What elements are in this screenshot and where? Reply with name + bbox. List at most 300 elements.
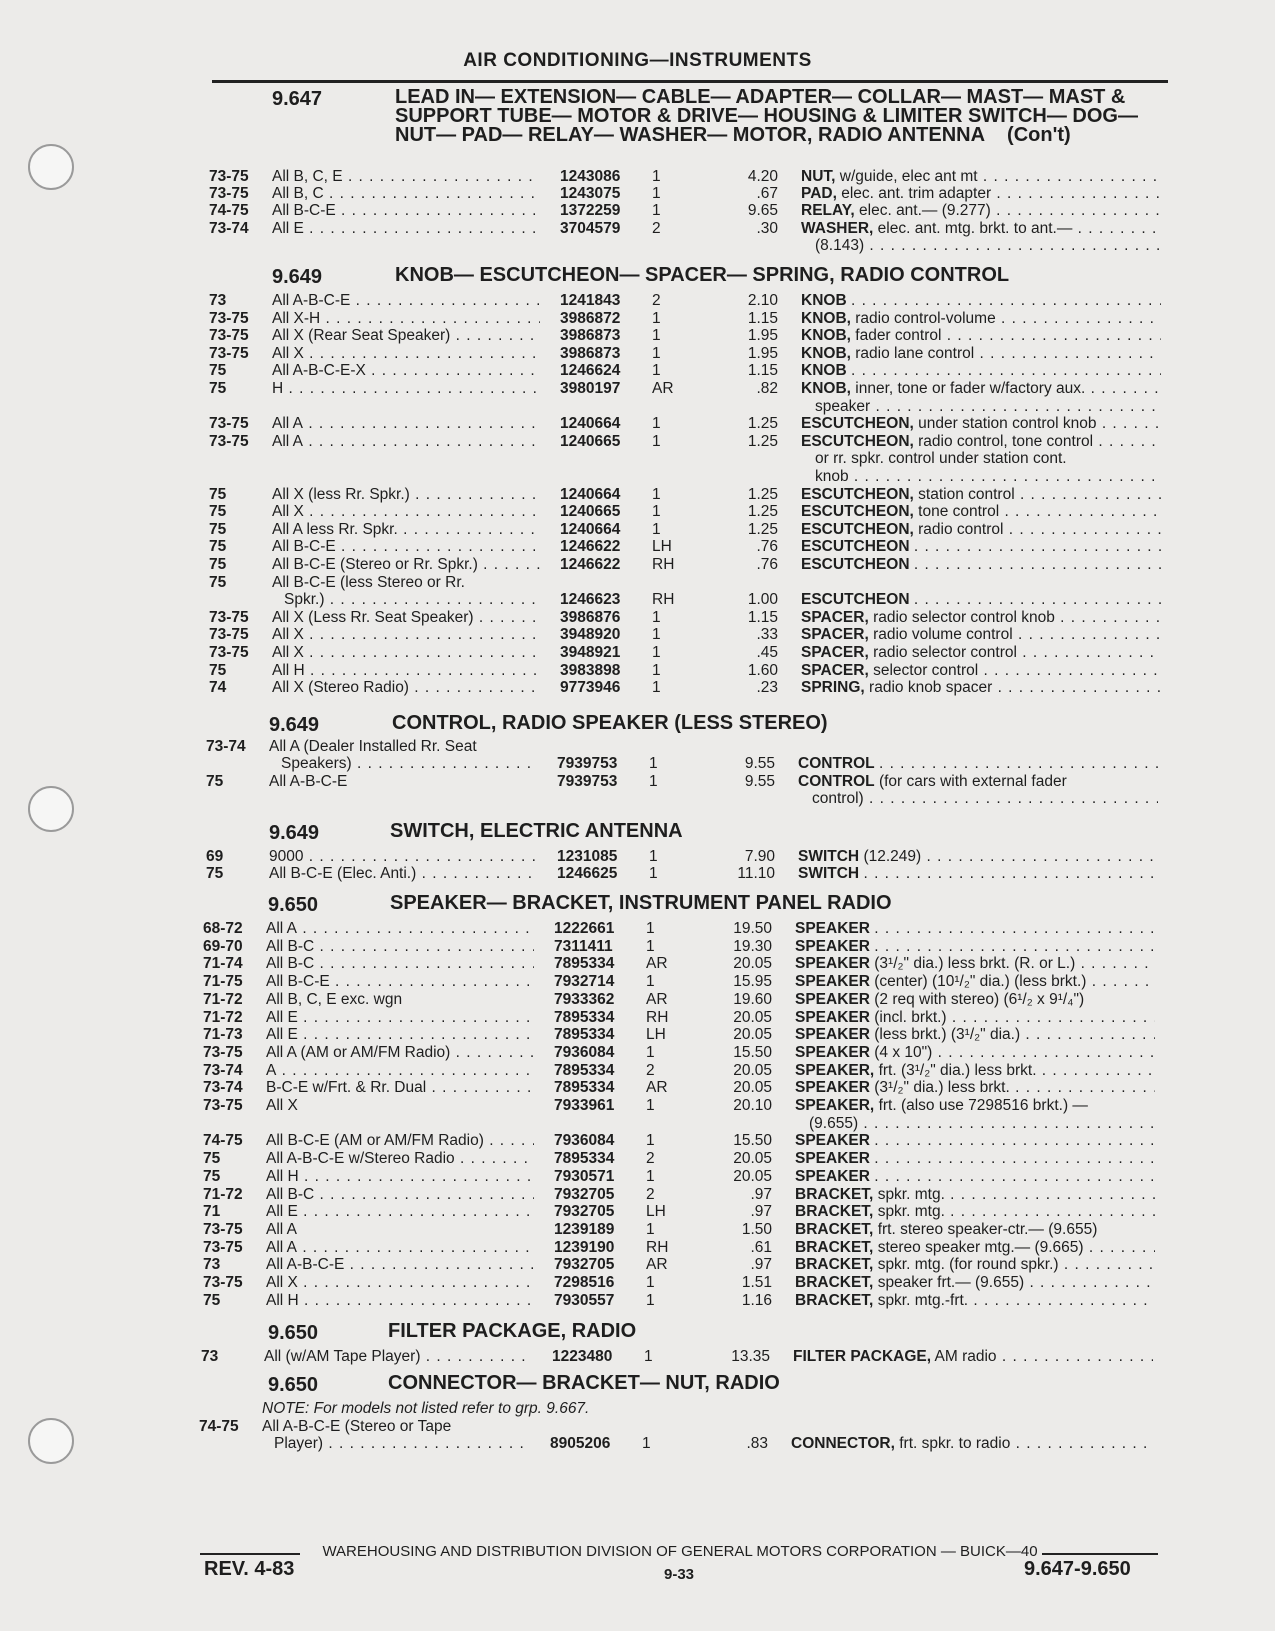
quantity: 1 [646,973,655,991]
part-description [795,1062,1155,1080]
model-years: 75 [209,485,227,503]
part-number: 1222661 [554,920,615,937]
model-applicability [272,433,540,451]
part-detail: (incl. brkt.) [874,1008,947,1026]
part-description [801,679,1161,697]
part-row [0,609,1275,627]
model-applicability [266,1079,534,1097]
part-name: BRACKET, [795,1256,874,1274]
model-text: All A-B-C-E w/Stereo Radio [266,1150,455,1168]
model-years: 73-75 [203,1097,243,1114]
model-text: All B-C [266,937,315,955]
part-description [795,1221,1155,1239]
model-applicability [266,1203,534,1221]
part-detail: under station control knob [918,415,1097,433]
part-name: SWITCH [798,865,860,883]
part-detail: elec. ant. mtg. brkt. to ant.— [877,219,1073,237]
model-applicability [266,955,534,973]
part-number: 1372259 [560,202,621,220]
part-detail: radio lane control [855,344,975,362]
part-name: SPEAKER [795,1167,870,1185]
quantity: 2 [652,292,661,309]
model-applicability [272,362,540,380]
quantity: 1 [652,485,661,503]
part-detail: (9.655) [809,1114,859,1132]
part-number: 7932705 [554,1203,615,1221]
part-name: ESCUTCHEON, [801,520,914,538]
quantity: 1 [652,626,661,644]
model-applicability [266,1221,534,1239]
part-row [0,1256,1269,1274]
model-applicability [269,773,537,791]
part-description [791,1435,1151,1453]
part-number: 1246622 [560,538,621,556]
part-number: 1239190 [554,1238,615,1256]
part-number: 1243086 [560,168,621,185]
quantity: LH [652,538,672,556]
part-row [0,1203,1269,1221]
part-detail: selector control [873,661,979,679]
part-row [0,1418,1265,1436]
model-applicability [269,738,537,756]
quantity: RH [646,1238,669,1256]
quantity: LH [646,1026,666,1044]
model-text: All X [272,644,304,661]
part-description [801,292,1161,310]
group-number: 9.649 [269,822,320,844]
part-row [0,202,1275,220]
part-detail: (12.249) [863,848,922,865]
quantity: 1 [646,1097,655,1114]
part-number: 7932705 [554,1185,615,1203]
part-name: CONTROL [798,755,875,773]
part-description [795,991,1155,1009]
model-applicability [272,168,540,186]
part-name: SPEAKER [795,990,870,1008]
model-text: All H [266,1291,299,1309]
part-description [801,626,1161,644]
model-text: All X (Less Rr. Seat Speaker) [272,608,474,626]
part-description [801,644,1161,662]
part-description [815,450,1161,468]
part-row [0,362,1275,380]
model-applicability [274,1435,530,1453]
part-description [801,591,1161,609]
part-row [0,1062,1269,1080]
part-row [0,679,1275,697]
group-title-text: FILTER PACKAGE, RADIO [388,1320,637,1342]
model-applicability [272,679,540,697]
part-row [0,1274,1269,1292]
price: 1.25 [747,503,778,521]
part-detail: (3¹/₂" dia.) less brkt. [874,1079,1010,1097]
part-name: ESCUTCHEON, [801,503,914,521]
price: .97 [750,1185,772,1203]
quantity: 1 [644,1348,653,1365]
part-detail: frt. stereo speaker-ctr.— (9.655) [877,1220,1098,1238]
model-text: All B, C [272,185,324,203]
part-row [0,773,1272,791]
part-detail: knob [815,468,849,485]
part-name: ESCUTCHEON, [801,485,914,503]
price: 15.95 [733,973,772,991]
model-applicability [266,1239,534,1257]
model-text: All A [272,432,304,450]
model-years: 69 [206,848,224,865]
part-row [0,237,1275,255]
model-applicability [272,380,540,398]
part-name: SPACER, [801,608,869,626]
part-detail: w/guide, elec ant mt [839,168,978,185]
quantity: 1 [646,1043,655,1061]
part-row [0,486,1275,504]
part-description [795,1292,1155,1310]
model-years: 71 [203,1203,221,1221]
part-number: 1240665 [560,503,621,521]
quantity: 1 [649,772,658,790]
group-number: 9.649 [272,266,323,288]
quantity: 1 [652,327,661,345]
part-description [801,168,1161,186]
group-title-text: SPEAKER— BRACKET, INSTRUMENT PANEL RADIO [390,892,892,914]
part-description [801,380,1161,398]
model-applicability [272,345,540,363]
part-row [0,380,1275,398]
model-years: 75 [203,1291,221,1309]
part-name: BRACKET, [795,1220,874,1238]
part-row [0,1044,1269,1062]
model-text: H [272,380,284,397]
part-name: KNOB, [801,327,851,345]
model-text: B-C-E w/Frt. & Rr. Dual [266,1079,427,1097]
model-years: 73-75 [209,185,249,203]
model-applicability [284,591,540,609]
part-number: 7932705 [554,1256,615,1274]
part-number: 3983898 [560,661,621,679]
part-description [801,662,1161,680]
model-years: 75 [206,772,224,790]
price: .83 [746,1435,768,1453]
part-detail: (3¹/₂" dia.) less brkt. (R. or L.) [874,955,1076,973]
model-text: All E [272,219,304,237]
part-row [0,398,1275,416]
quantity: 2 [646,1185,655,1203]
part-name: BRACKET, [795,1238,874,1256]
quantity: 1 [649,865,658,883]
group-note: NOTE: For models not listed refer to grp. 9.667. [262,1400,590,1417]
quantity: 1 [652,679,661,697]
model-years: 75 [209,520,227,538]
part-description [801,609,1161,627]
quantity: 1 [646,1274,655,1291]
price: 9.55 [744,755,775,773]
part-name: SPACER, [801,626,869,644]
price: 20.05 [733,1026,772,1044]
group-number: 9.649 [269,714,320,736]
price: 13.35 [731,1348,770,1365]
group-title [390,894,1140,913]
model-applicability [272,415,540,433]
part-number: 7895334 [554,1008,615,1026]
footer-group-range: 9.647-9.650 [1024,1558,1131,1580]
part-row [0,292,1275,310]
part-row [0,185,1275,203]
quantity: 1 [652,309,661,327]
model-text: Player) [274,1435,324,1453]
model-years: 73-74 [203,1061,243,1079]
part-number: 7936084 [554,1132,615,1150]
part-number: 1239189 [554,1220,615,1238]
quantity: RH [652,591,675,609]
price: 1.25 [747,432,778,450]
part-row [0,1115,1269,1133]
part-description [798,848,1158,866]
model-text: All A [266,920,298,937]
part-detail: spkr. mtg. (for round spkr.) [877,1256,1059,1274]
part-number: 3948921 [560,644,621,661]
quantity: AR [646,990,668,1008]
part-row [0,1150,1269,1168]
quantity: 2 [646,1061,655,1079]
part-number: 1240664 [560,520,621,538]
part-row [0,1435,1265,1453]
part-row [0,310,1275,328]
part-detail: elec. ant.— (9.277) [859,202,991,220]
price: .23 [756,679,778,697]
part-row [0,1097,1269,1115]
part-detail: spkr. mtg.-frt. [877,1291,969,1309]
part-description [795,920,1155,938]
part-row [0,450,1275,468]
model-applicability [272,609,540,627]
model-years: 73-74 [203,1079,243,1097]
part-number: 3948920 [560,626,621,644]
model-text: All H [266,1167,299,1185]
quantity: 2 [652,219,661,237]
part-number: 7311411 [554,937,613,955]
price: .61 [750,1238,772,1256]
model-years: 71-72 [203,1008,243,1026]
price: .76 [756,538,778,556]
model-applicability [266,1274,534,1292]
part-number: 3986873 [560,344,621,362]
group-title [395,88,1145,145]
model-text: All B-C-E (Elec. Anti.) [269,865,417,883]
part-description [795,1150,1155,1168]
part-row [0,1239,1269,1257]
model-text: All A-B-C-E [266,1256,345,1274]
part-detail: radio volume control [873,626,1013,644]
price: 19.50 [733,920,772,937]
part-name: ESCUTCHEON [801,538,910,556]
part-name: RELAY, [801,202,855,220]
part-name: KNOB, [801,344,851,362]
model-years: 68-72 [203,920,243,937]
part-row [0,662,1275,680]
model-applicability [269,865,537,883]
model-years: 73-75 [203,1238,243,1256]
model-years: 71-75 [203,973,243,991]
model-text: All X (Stereo Radio) [272,679,409,697]
quantity: AR [646,1256,668,1274]
model-years: 73-75 [209,168,249,185]
part-name: NUT, [801,168,836,185]
model-years: 74 [209,679,227,697]
part-description [801,310,1161,328]
part-row [0,327,1275,345]
model-applicability [262,1418,530,1436]
part-description [798,865,1158,883]
footer-revision: REV. 4-83 [204,1558,295,1580]
model-text: All X [272,626,304,644]
part-detail: frt. (3¹/₂" dia.) less brkt. [878,1061,1037,1079]
quantity: 1 [652,344,661,362]
price: 11.10 [737,865,775,883]
model-applicability [272,521,540,539]
part-row [0,415,1275,433]
model-text: All E [266,1203,298,1221]
quantity: 2 [646,1150,655,1168]
part-name: BRACKET, [795,1185,874,1203]
price: .67 [756,185,778,203]
part-name: PAD, [801,185,837,203]
model-text: All X (less Rr. Spkr.) [272,485,410,503]
part-name: ESCUTCHEON, [801,415,914,433]
price: 1.15 [747,309,778,327]
model-applicability [266,1026,534,1044]
part-name: KNOB, [801,380,851,397]
part-number: 7933961 [554,1097,615,1114]
part-detail: (less brkt.) (3¹/₂" dia.) [874,1026,1021,1044]
part-detail: radio control [918,520,1004,538]
model-text: All B-C-E (AM or AM/FM Radio) [266,1132,484,1150]
model-years: 75 [206,865,224,883]
model-text: All A-B-C-E-X [272,362,366,380]
part-row [0,1292,1269,1310]
model-text: All B, C, E [272,168,343,185]
model-text: All B-C [266,955,315,973]
model-years: 75 [209,573,227,591]
model-text: All A [266,1238,298,1256]
model-applicability [269,848,537,866]
part-row [0,755,1272,773]
part-description [798,773,1158,791]
part-description [801,433,1161,451]
price: 1.00 [747,591,778,609]
quantity: 1 [646,1132,655,1150]
part-description [795,1186,1155,1204]
model-years: 75 [209,556,227,573]
model-text: Speakers) [281,755,352,773]
part-number: 7895334 [554,1079,615,1097]
price: 1.95 [747,327,778,345]
part-row [0,848,1272,866]
part-description [801,538,1161,556]
quantity: 1 [646,937,655,955]
model-years: 75 [209,362,227,380]
price: .82 [756,380,778,397]
price: 1.60 [747,661,778,679]
model-text: All X [266,1274,298,1291]
part-row [0,1009,1269,1027]
quantity: 1 [652,362,661,380]
model-years: 73-75 [209,344,249,362]
model-text: All X [272,503,304,521]
model-applicability [266,1168,534,1186]
price: 1.50 [741,1220,772,1238]
model-text: All (w/AM Tape Player) [264,1348,421,1365]
quantity: 1 [652,185,661,203]
model-applicability [272,503,540,521]
model-applicability [266,1062,534,1080]
model-applicability [266,1186,534,1204]
part-row [0,168,1275,186]
part-description [795,1274,1155,1292]
part-number: 7939753 [557,772,618,790]
price: 20.05 [733,1008,772,1026]
part-description [809,1115,1155,1133]
part-description [801,185,1161,203]
part-row [0,644,1275,662]
price: 4.20 [747,168,778,185]
part-name: SPEAKER [795,937,870,955]
part-name: SPEAKER [795,973,870,991]
model-applicability [272,310,540,328]
model-applicability [272,292,540,310]
part-number: 1246622 [560,556,621,573]
part-detail: radio selector control knob [873,608,1055,626]
model-years: 75 [209,661,227,679]
part-number: 1243075 [560,185,621,203]
model-years: 73-75 [209,608,249,626]
model-years: 75 [203,1150,221,1168]
part-description [801,503,1161,521]
model-text: All B-C [266,1185,315,1203]
part-name: BRACKET, [795,1274,874,1291]
part-number: 1246624 [560,362,621,380]
part-row [0,503,1275,521]
part-detail: AM radio [934,1348,997,1365]
continued-label: (Con't) [1007,124,1071,146]
price: 1.51 [741,1274,772,1291]
model-years: 73-75 [209,644,249,661]
part-detail: spkr. mtg. [877,1185,945,1203]
part-name: SPRING, [801,679,865,697]
model-years: 71-74 [203,955,243,973]
part-name: WASHER, [801,219,874,237]
part-name: SPACER, [801,661,869,679]
model-text: All A (AM or AM/FM Radio) [266,1043,451,1061]
part-description [815,398,1161,416]
model-years: 71-73 [203,1026,243,1044]
part-name: ESCUTCHEON [801,556,910,573]
model-text: All A [266,1220,298,1238]
group-number: 9.650 [268,1374,319,1396]
part-name: SPEAKER [795,920,870,937]
price: 20.05 [733,955,772,973]
price: 20.05 [733,1061,772,1079]
model-years: 73-75 [209,415,249,433]
part-number: 1231085 [557,848,618,865]
model-years: 71-72 [203,990,243,1008]
part-name: ESCUTCHEON, [801,432,914,450]
part-description [801,327,1161,345]
quantity: 1 [646,1220,655,1238]
part-number: 8905206 [550,1435,611,1453]
model-applicability [272,327,540,345]
price: 15.50 [733,1043,772,1061]
quantity: RH [646,1008,669,1026]
